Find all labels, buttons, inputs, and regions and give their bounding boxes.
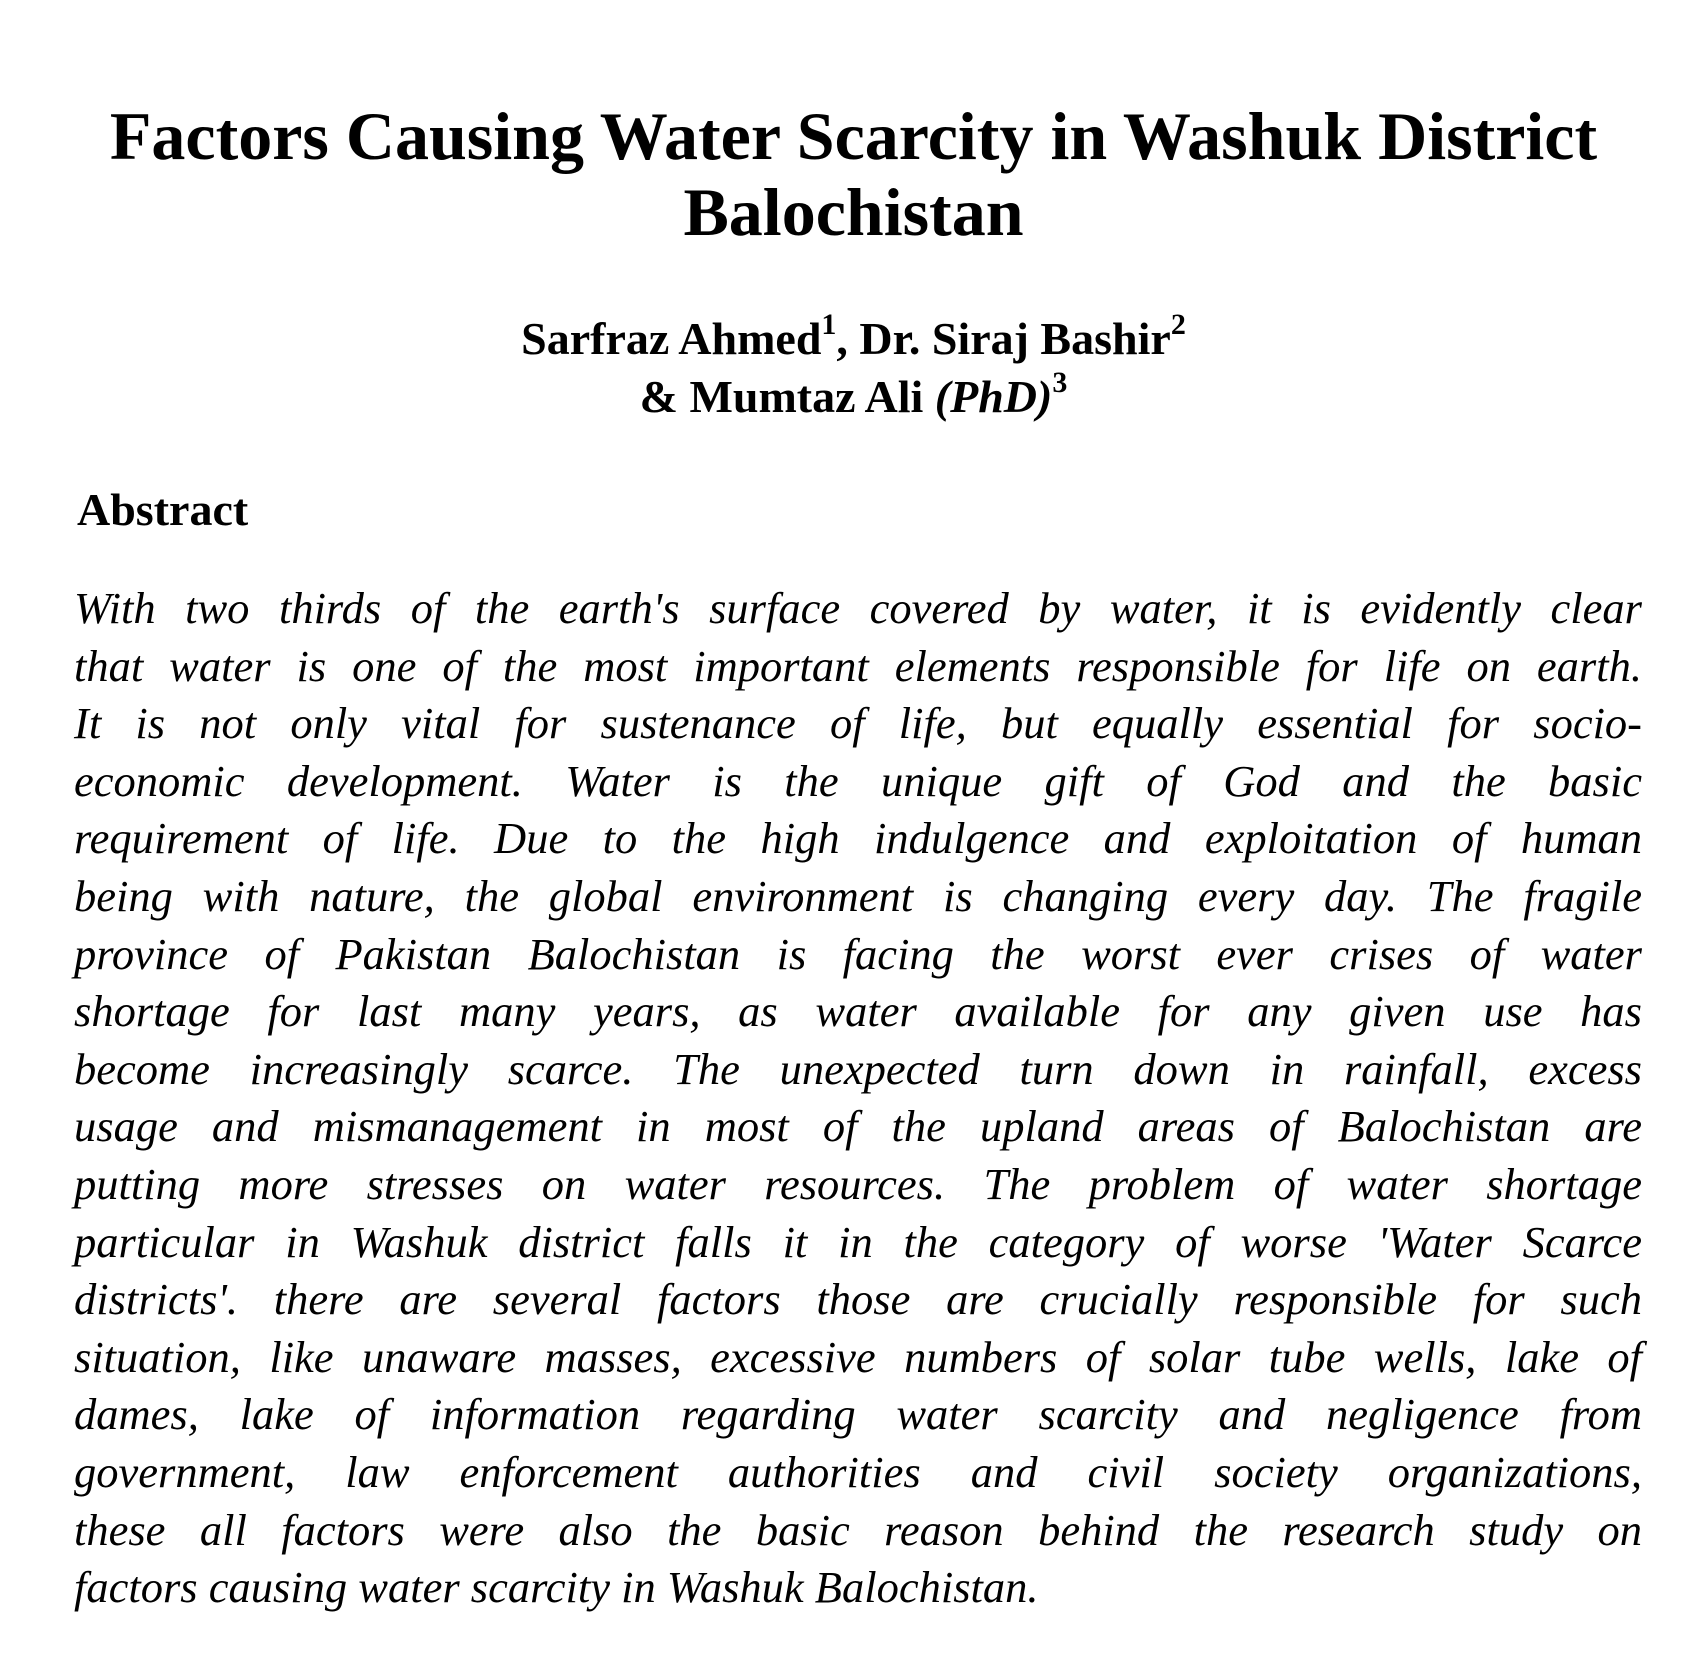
- abstract-line: With two thirds of the earth's surface covered by water, it is evidently clear: [74, 583, 1642, 633]
- abstract-text: [74, 580, 1642, 1617]
- abstract-line: that water is one of the most important elements responsible for life on earth.: [74, 640, 1642, 691]
- abstract-line: dames, lake of information regarding water scarcity and negligence from: [74, 1389, 1642, 1440]
- abstract-line: situation, like unaware masses, excessive numbers of solar tube wells, lake of: [74, 1331, 1642, 1382]
- abstract-line: economic development. Water is the unique gift of God and the basic: [74, 755, 1642, 806]
- abstract-line: become increasingly scarce. The unexpected turn down in rainfall, excess: [74, 1043, 1642, 1094]
- author-list: [80, 307, 1627, 426]
- paper-title-line-1: Factors Causing Water Scarcity in Washuk District: [109, 98, 1598, 174]
- abstract-line: province of Pakistan Balochistan is facing the worst ever crises of water: [74, 928, 1642, 979]
- abstract-line: these all factors were also the basic reason behind the research study on: [74, 1504, 1642, 1555]
- abstract-line: putting more stresses on water resources. The problem of water shortage: [74, 1158, 1642, 1209]
- author-1-name: Sarfraz Ahmed: [521, 313, 822, 364]
- author-3-degree: (PhD): [934, 371, 1053, 422]
- author-2-name: Dr. Siraj Bashir: [859, 313, 1171, 364]
- abstract-line: being with nature, the global environment is changing every day. The fragile: [74, 870, 1642, 921]
- abstract-heading: Abstract: [77, 484, 249, 535]
- author-1-affiliation-marker: 1: [821, 307, 837, 341]
- abstract-line: requirement of life. Due to the high indulgence and exploitation of human: [74, 813, 1642, 864]
- abstract-line: government, law enforcement authorities and civil society organizations,: [74, 1446, 1642, 1497]
- author-2-affiliation-marker: 2: [1170, 307, 1186, 341]
- abstract-line: factors causing water scarcity in Washuk Balochistan.: [74, 1562, 1039, 1613]
- abstract-line: particular in Washuk district falls it in the category of worse 'Water Scarce: [74, 1216, 1642, 1267]
- abstract-line: shortage for last many years, as water available for any given use has: [74, 986, 1642, 1037]
- author-3-affiliation-marker: 3: [1052, 365, 1068, 399]
- abstract-line: districts'. there are several factors those are crucially responsible for such: [74, 1274, 1642, 1325]
- abstract-line: It is not only vital for sustenance of life, but equally essential for socio-: [74, 698, 1642, 749]
- paper-title: [80, 98, 1627, 250]
- paper-title-line-2: Balochistan: [683, 174, 1024, 250]
- abstract-line: usage and mismanagement in most of the upland areas of Balochistan are: [74, 1101, 1642, 1152]
- author-3-name: & Mumtaz Ali: [639, 371, 935, 422]
- author-separator: ,: [836, 313, 860, 364]
